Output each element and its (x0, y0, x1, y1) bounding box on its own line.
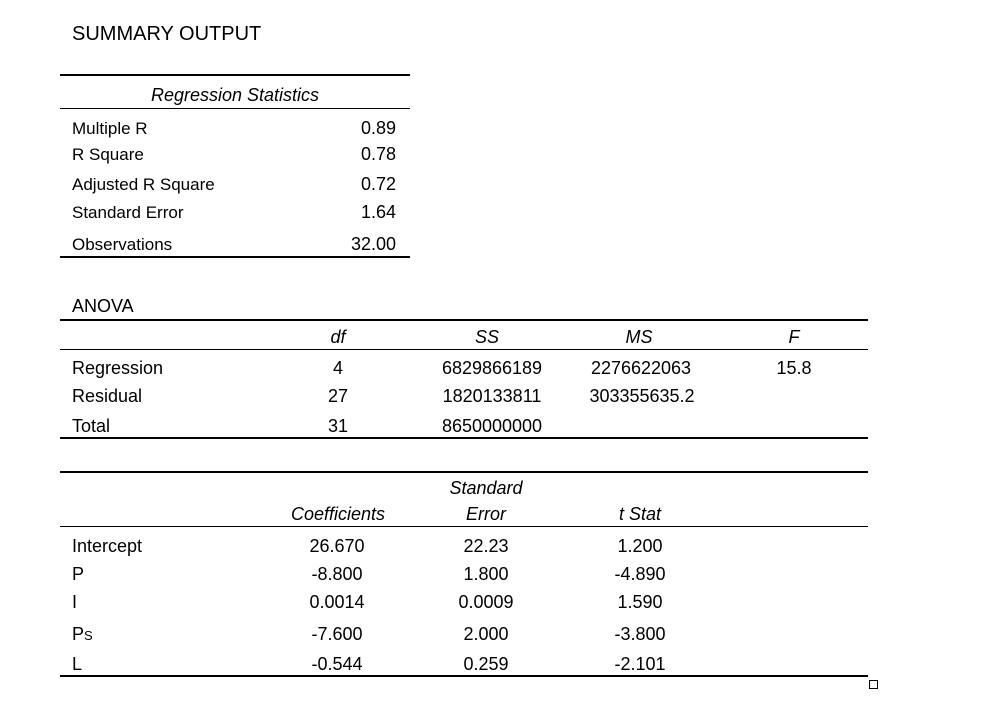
regstats-label-multiple-r: Multiple R (72, 119, 148, 138)
anova-row-label-total: Total (72, 416, 111, 436)
coef-col-se-line1: Standard (449, 478, 523, 498)
coef-row-se-p: 1.800 (463, 564, 509, 584)
coef-row-se-intercept: 22.23 (463, 536, 509, 556)
anova-row-ss-total: 8650000000 (441, 416, 543, 436)
coef-row-coef-l: -0.544 (311, 654, 363, 674)
coef-row-t-intercept: 1.200 (617, 536, 663, 556)
anova-bottom-rule (60, 437, 868, 439)
coef-col-coefficients: Coefficients (290, 504, 386, 524)
coef-top-rule (60, 471, 868, 473)
coef-row-coef-intercept: 26.670 (309, 536, 365, 556)
anova-row-f-regression: 15.8 (776, 358, 812, 378)
regstats-top-rule (60, 74, 410, 76)
anova-row-df-total: 31 (327, 416, 349, 436)
anova-row-ms-residual: 303355635.2 (589, 386, 695, 406)
coef-row-coef-p: -8.800 (311, 564, 363, 584)
regstats-value-adj-r-square: 0.72 (360, 174, 396, 194)
anova-row-label-residual: Residual (72, 386, 143, 406)
coef-bottom-rule (60, 675, 868, 677)
coef-row-coef-i: 0.0014 (309, 592, 365, 612)
anova-heading: ANOVA (72, 296, 134, 316)
regstats-value-observations: 32.00 (350, 234, 396, 254)
anova-row-ms-regression: 2276622063 (590, 358, 692, 378)
regstats-label-r-square: R Square (72, 145, 144, 164)
coef-row-label-ps (72, 624, 93, 645)
coef-row-t-p: -4.890 (614, 564, 666, 584)
anova-row-df-residual: 27 (327, 386, 349, 406)
regstats-heading-rule (60, 108, 410, 109)
regstats-label-adj-r-square: Adjusted R Square (72, 175, 215, 194)
coef-row-label-intercept: Intercept (72, 536, 143, 556)
regstats-heading: Regression Statistics (150, 85, 320, 105)
anova-header-rule (60, 349, 868, 350)
coef-row-t-ps: -3.800 (614, 624, 666, 644)
coef-row-label-l: L (72, 654, 83, 674)
regstats-label-std-error: Standard Error (72, 203, 184, 222)
coef-row-se-ps: 2.000 (463, 624, 509, 644)
regstats-bottom-rule (60, 256, 410, 258)
anova-col-ms: MS (625, 327, 653, 347)
regstats-label-observations: Observations (72, 235, 173, 254)
regstats-value-std-error: 1.64 (360, 202, 396, 222)
coef-header-rule (60, 526, 868, 527)
regstats-value-r-square: 0.78 (360, 144, 396, 164)
coef-col-t-stat: t Stat (618, 504, 662, 524)
anova-row-df-regression: 4 (332, 358, 343, 378)
anova-top-rule (60, 319, 868, 321)
anova-col-ss: SS (474, 327, 499, 347)
coef-row-t-i: 1.590 (617, 592, 663, 612)
coef-row-label-ps-sub: S (84, 628, 93, 643)
resize-handle[interactable] (869, 680, 878, 689)
coef-col-se-line2: Error (466, 504, 506, 524)
summary-title: SUMMARY OUTPUT (72, 23, 262, 45)
coef-row-t-l: -2.101 (614, 654, 666, 674)
anova-row-label-regression: Regression (72, 358, 164, 378)
coef-row-label-p: P (72, 564, 85, 584)
coef-row-label-ps-main: P (72, 624, 85, 644)
coef-row-coef-ps: -7.600 (311, 624, 363, 644)
coef-row-label-i: I (72, 592, 78, 612)
coef-row-se-i: 0.0009 (458, 592, 514, 612)
anova-col-df: df (330, 327, 346, 347)
anova-col-f: F (788, 327, 800, 347)
anova-row-ss-residual: 1820133811 (442, 386, 542, 406)
regstats-value-multiple-r: 0.89 (360, 118, 396, 138)
coef-row-se-l: 0.259 (463, 654, 509, 674)
anova-row-ss-regression: 6829866189 (441, 358, 543, 378)
